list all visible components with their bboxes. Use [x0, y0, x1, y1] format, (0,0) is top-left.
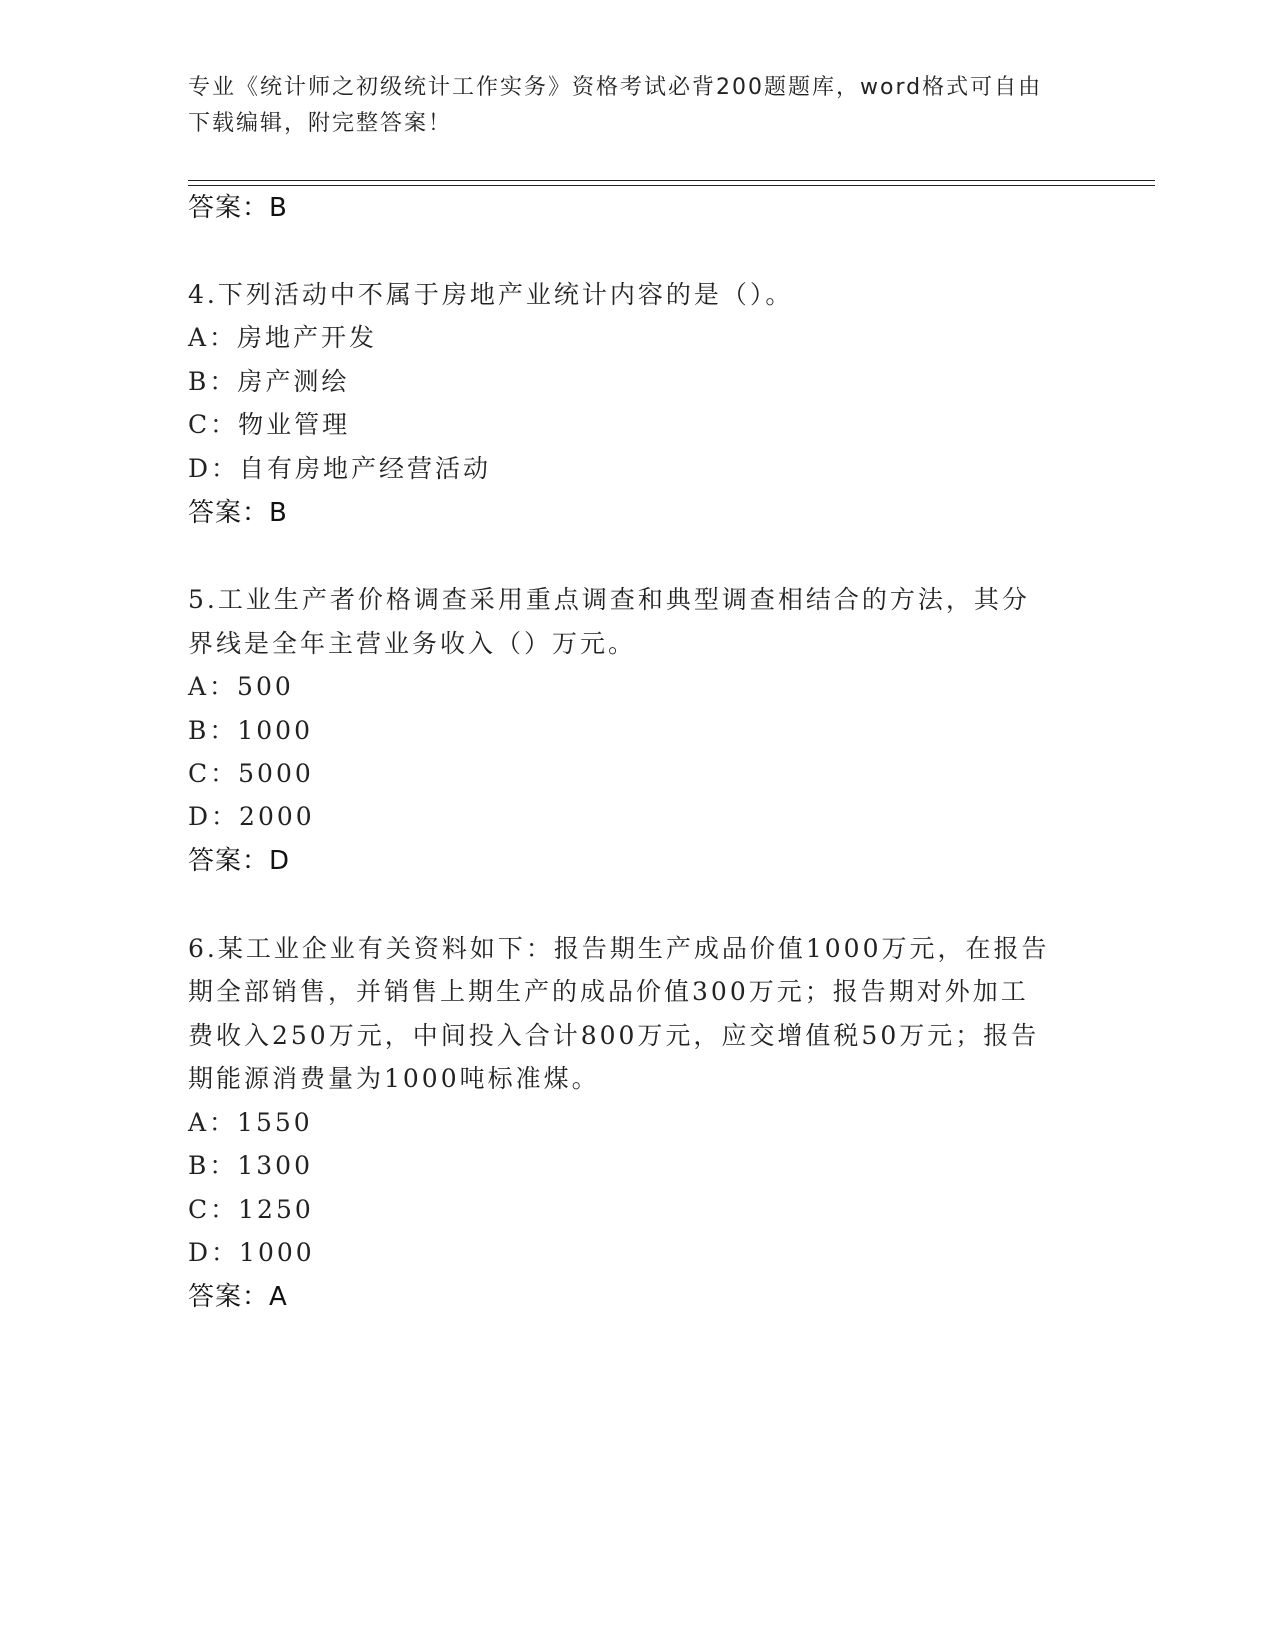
question-6-stem-line-4: 期能源消费量为1000吨标准煤。	[188, 1064, 600, 1093]
question-4-option-c: C：物业管理	[188, 410, 351, 439]
header-line-1: 专业《统计师之初级统计工作实务》资格考试必背200题题库，word格式可自由	[188, 75, 1043, 100]
question-6-option-c: C：1250	[188, 1195, 314, 1224]
question-6-option-b: B：1300	[188, 1151, 313, 1180]
question-6-stem-line-2: 期全部销售，并销售上期生产的成品价值300万元；报告期对外加工	[188, 977, 1029, 1006]
question-4-option-a: A：房地产开发	[188, 323, 378, 352]
question-4-option-d: D：自有房地产经营活动	[188, 454, 492, 483]
question-6-stem-line-1: 6.某工业企业有关资料如下：报告期生产成品价值1000万元，在报告	[188, 934, 1050, 963]
question-6-answer: 答案：A	[188, 1282, 288, 1312]
question-5-stem-line-2: 界线是全年主营业务收入（）万元。	[188, 629, 637, 658]
question-4-option-b: B：房产测绘	[188, 367, 350, 396]
question-5-answer: 答案：D	[188, 846, 291, 876]
question-5-option-d: D：2000	[188, 802, 315, 831]
question-6-option-d: D：1000	[188, 1238, 315, 1267]
question-5-stem-line-1: 5.工业生产者价格调查采用重点调查和典型调查相结合的方法，其分	[188, 585, 1030, 614]
header-line-2: 下载编辑，附完整答案！	[188, 111, 453, 136]
question-6-stem-line-3: 费收入250万元，中间投入合计800万元，应交增值税50万元；报告	[188, 1021, 1040, 1050]
question-4-stem-line-1: 4.下列活动中不属于房地产业统计内容的是（）。	[188, 280, 794, 309]
question-5-option-c: C：5000	[188, 759, 314, 788]
question-4-answer: 答案：B	[188, 498, 288, 528]
question-5-option-b: B：1000	[188, 716, 313, 745]
header-divider-bottom	[188, 185, 1155, 186]
header-divider-top	[188, 180, 1155, 181]
document-header	[188, 70, 1088, 142]
previous-answer: 答案：B	[188, 193, 288, 223]
question-6-option-a: A：1550	[188, 1108, 313, 1137]
question-5-option-a: A：500	[188, 672, 294, 701]
